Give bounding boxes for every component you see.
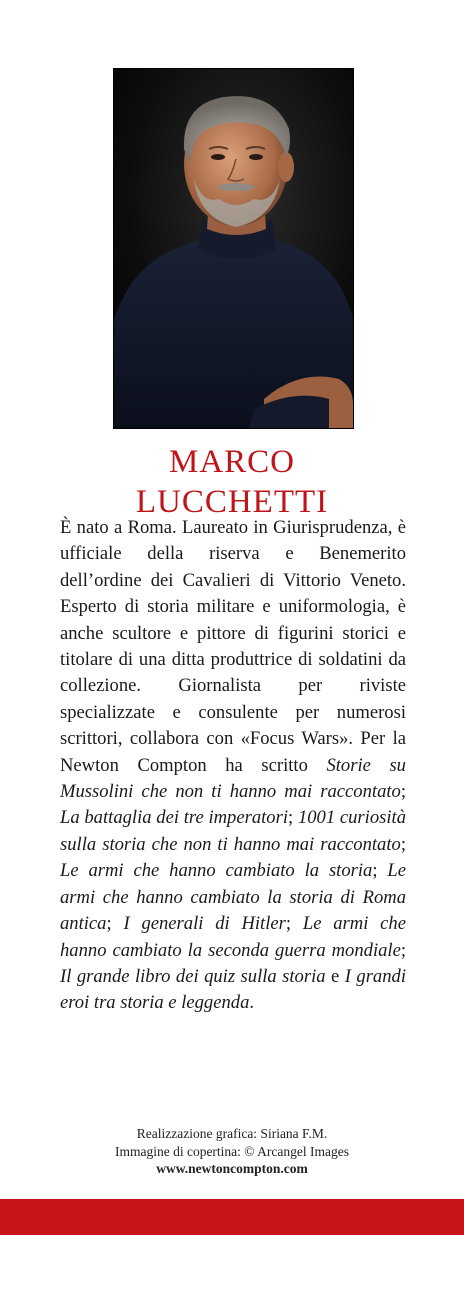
author-last-name: LUCCHETTI bbox=[135, 484, 329, 520]
design-credit: Realizzazione grafica: Siriana F.M. bbox=[136, 1126, 328, 1141]
book-title: La battaglia dei tre imperatori bbox=[60, 807, 289, 829]
separator: ; bbox=[400, 939, 406, 961]
book-title: Storie su Mussolini che non ti hanno mai raccontato bbox=[60, 754, 406, 803]
author-first-name: MARCO bbox=[168, 444, 296, 480]
author-name bbox=[0, 442, 464, 522]
book-title: 1001 curiosità sulla storia che non ti hanno mai raccontato bbox=[60, 807, 406, 855]
separator: . bbox=[249, 992, 255, 1014]
book-title: I generali di Hitler bbox=[123, 913, 286, 935]
separator: ; bbox=[288, 807, 298, 829]
separator: ; bbox=[400, 833, 406, 855]
book-title: Il grande libro dei quiz sulla storia bbox=[60, 965, 326, 987]
credits bbox=[0, 1125, 464, 1178]
red-band-divider bbox=[0, 1199, 464, 1235]
author-biography bbox=[60, 515, 406, 1017]
book-title: Le armi che hanno cambiato la storia di Roma antica bbox=[60, 860, 406, 935]
separator: ; bbox=[285, 913, 303, 935]
book-title: Le armi che hanno cambiato la seconda guerra mondiale bbox=[60, 913, 406, 961]
separator: ; bbox=[106, 913, 124, 935]
bio-intro: È nato a Roma. Laureato in Giurisprudenza, è ufficiale della riserva e Benemerito dell’ordine dei Cavalieri di Vittorio Veneto. Esperto di storia militare e uniformologia, è anche scultore e pittore di figurini storici e titolare di una ditta produttrice di soldatini da collezione. Giornalista per riviste specializzate e consulente per numerosi scrittori, collabora con «Focus Wars». Per la Newton Compton ha scritto bbox=[60, 517, 406, 776]
separator: e bbox=[325, 965, 345, 987]
author-portrait-image bbox=[114, 69, 353, 428]
separator: ; bbox=[400, 781, 406, 803]
author-photo bbox=[113, 68, 354, 429]
book-title: Le armi che hanno cambiato la storia bbox=[60, 860, 373, 882]
book-title: I grandi eroi tra storia e leggenda bbox=[60, 965, 406, 1014]
cover-image-credit: Immagine di copertina: © Arcangel Images bbox=[114, 1143, 350, 1159]
publisher-website: www.newtoncompton.com bbox=[156, 1161, 308, 1176]
separator: ; bbox=[372, 860, 388, 882]
